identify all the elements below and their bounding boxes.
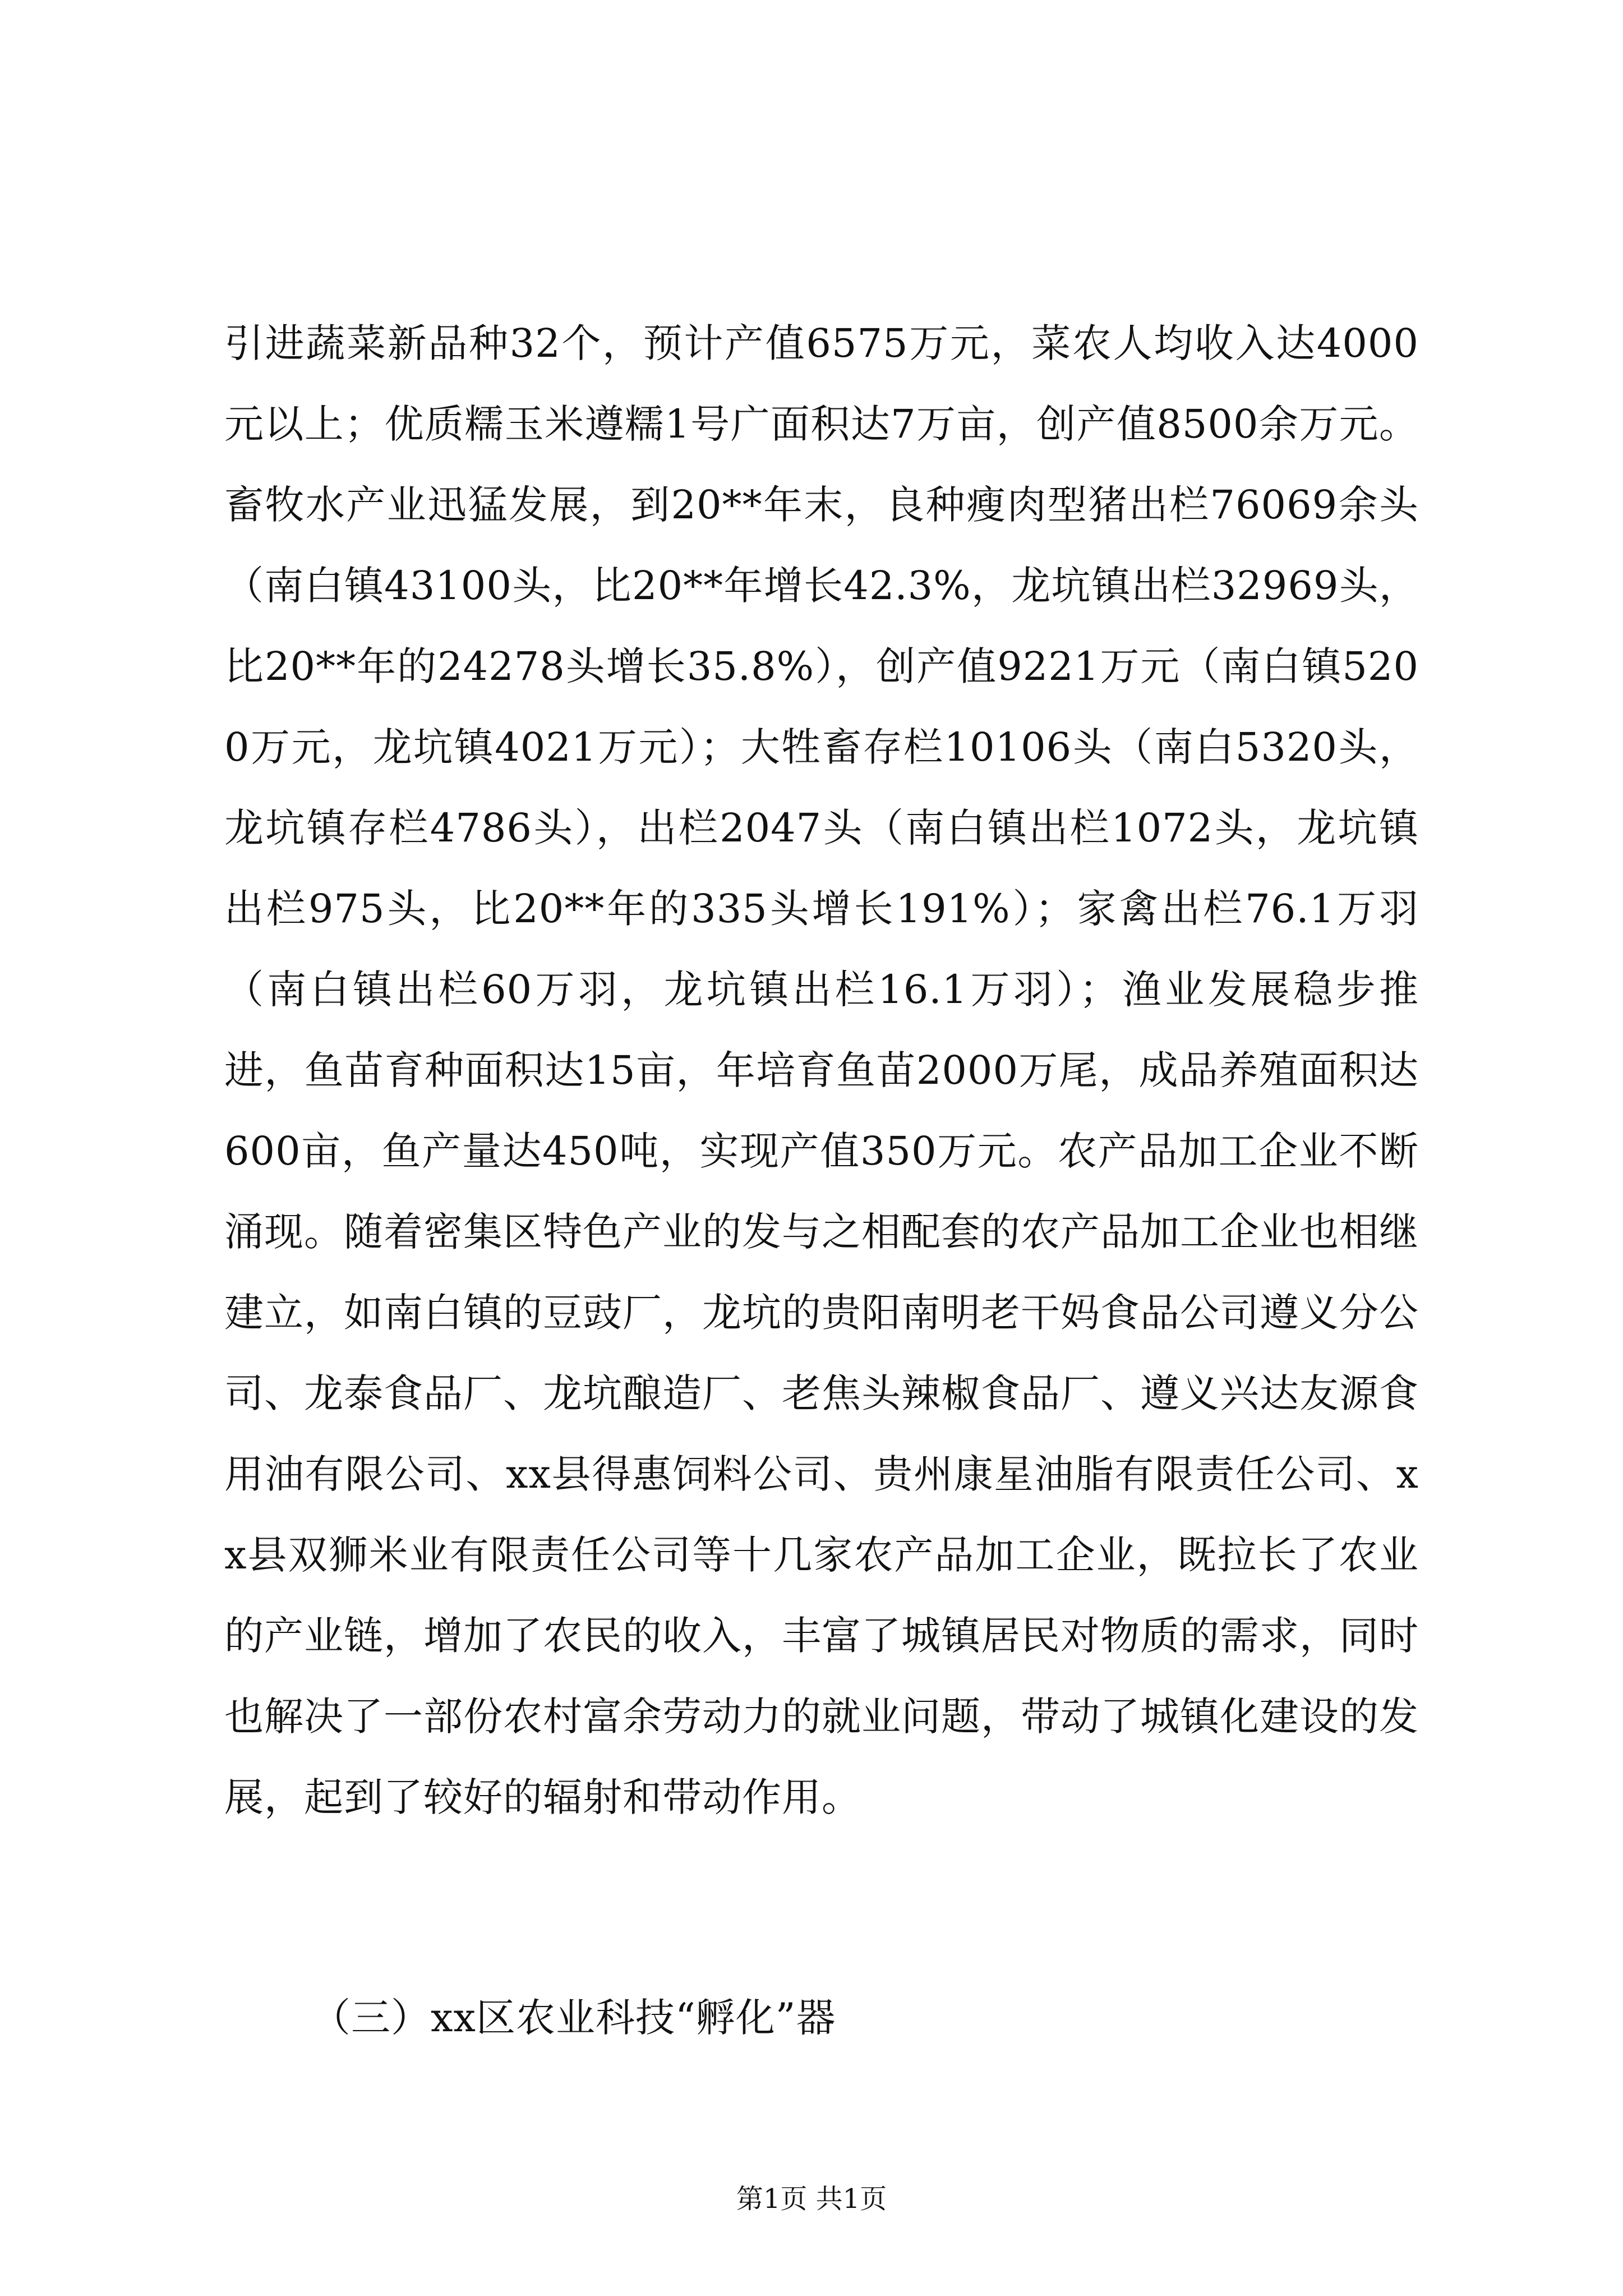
page-number-footer: 第1页 共1页 [736,2183,887,2215]
section-heading: （三）xx区农业科技“孵化”器 [311,1995,836,2041]
body-paragraph: 引进蔬菜新品种32个，预计产值6575万元，菜农人均收入达4000元以上；优质糯玉米遵糯1号广面积达7万亩，创产值8500余万元。畜牧水产业迅猛发展，到20**年末，良种瘦肉型猪出栏76069余头（南白镇43100头，比20**年增长42.3%，龙坑镇出栏32969头，比20**年的24278头增长35.8%），创产值9221万元（南白镇5200万元，龙坑镇4021万元）；大牲畜存栏10106头（南白5320头，龙坑镇存栏4786头），出栏2047头（南白镇出栏1072头，龙坑镇出栏975头，比20**年的335头增长191%）；家禽出栏76.1万羽（南白镇出栏60万羽，龙坑镇出栏16.1万羽）；渔业发展稳步推进，鱼苗育种面积达15亩，年培育鱼苗2000万尾，成品养殖面积达600亩，鱼产量达450吨，实现产值350万元。农产品加工企业不断涌现。随着密集区特色产业的发与之相配套的农产品加工企业也相继建立，如南白镇的豆豉厂，龙坑的贵阳南明老干妈食品公司遵义分公司、龙泰食品厂、龙坑酿造厂、老焦头辣椒食品厂、遵义兴达友源食用油有限公司、xx县得惠饲料公司、贵州康星油脂有限责任公司、xx县双狮米业有限责任公司等十几家农产品加工企业，既拉长了农业的产业链，增加了农民的收入，丰富了城镇居民对物质的需求，同时也解决了一部份农村富余劳动力的就业问题，带动了城镇化建设的发展，起到了较好的辐射和带动作用。 [224,320,1419,1820]
